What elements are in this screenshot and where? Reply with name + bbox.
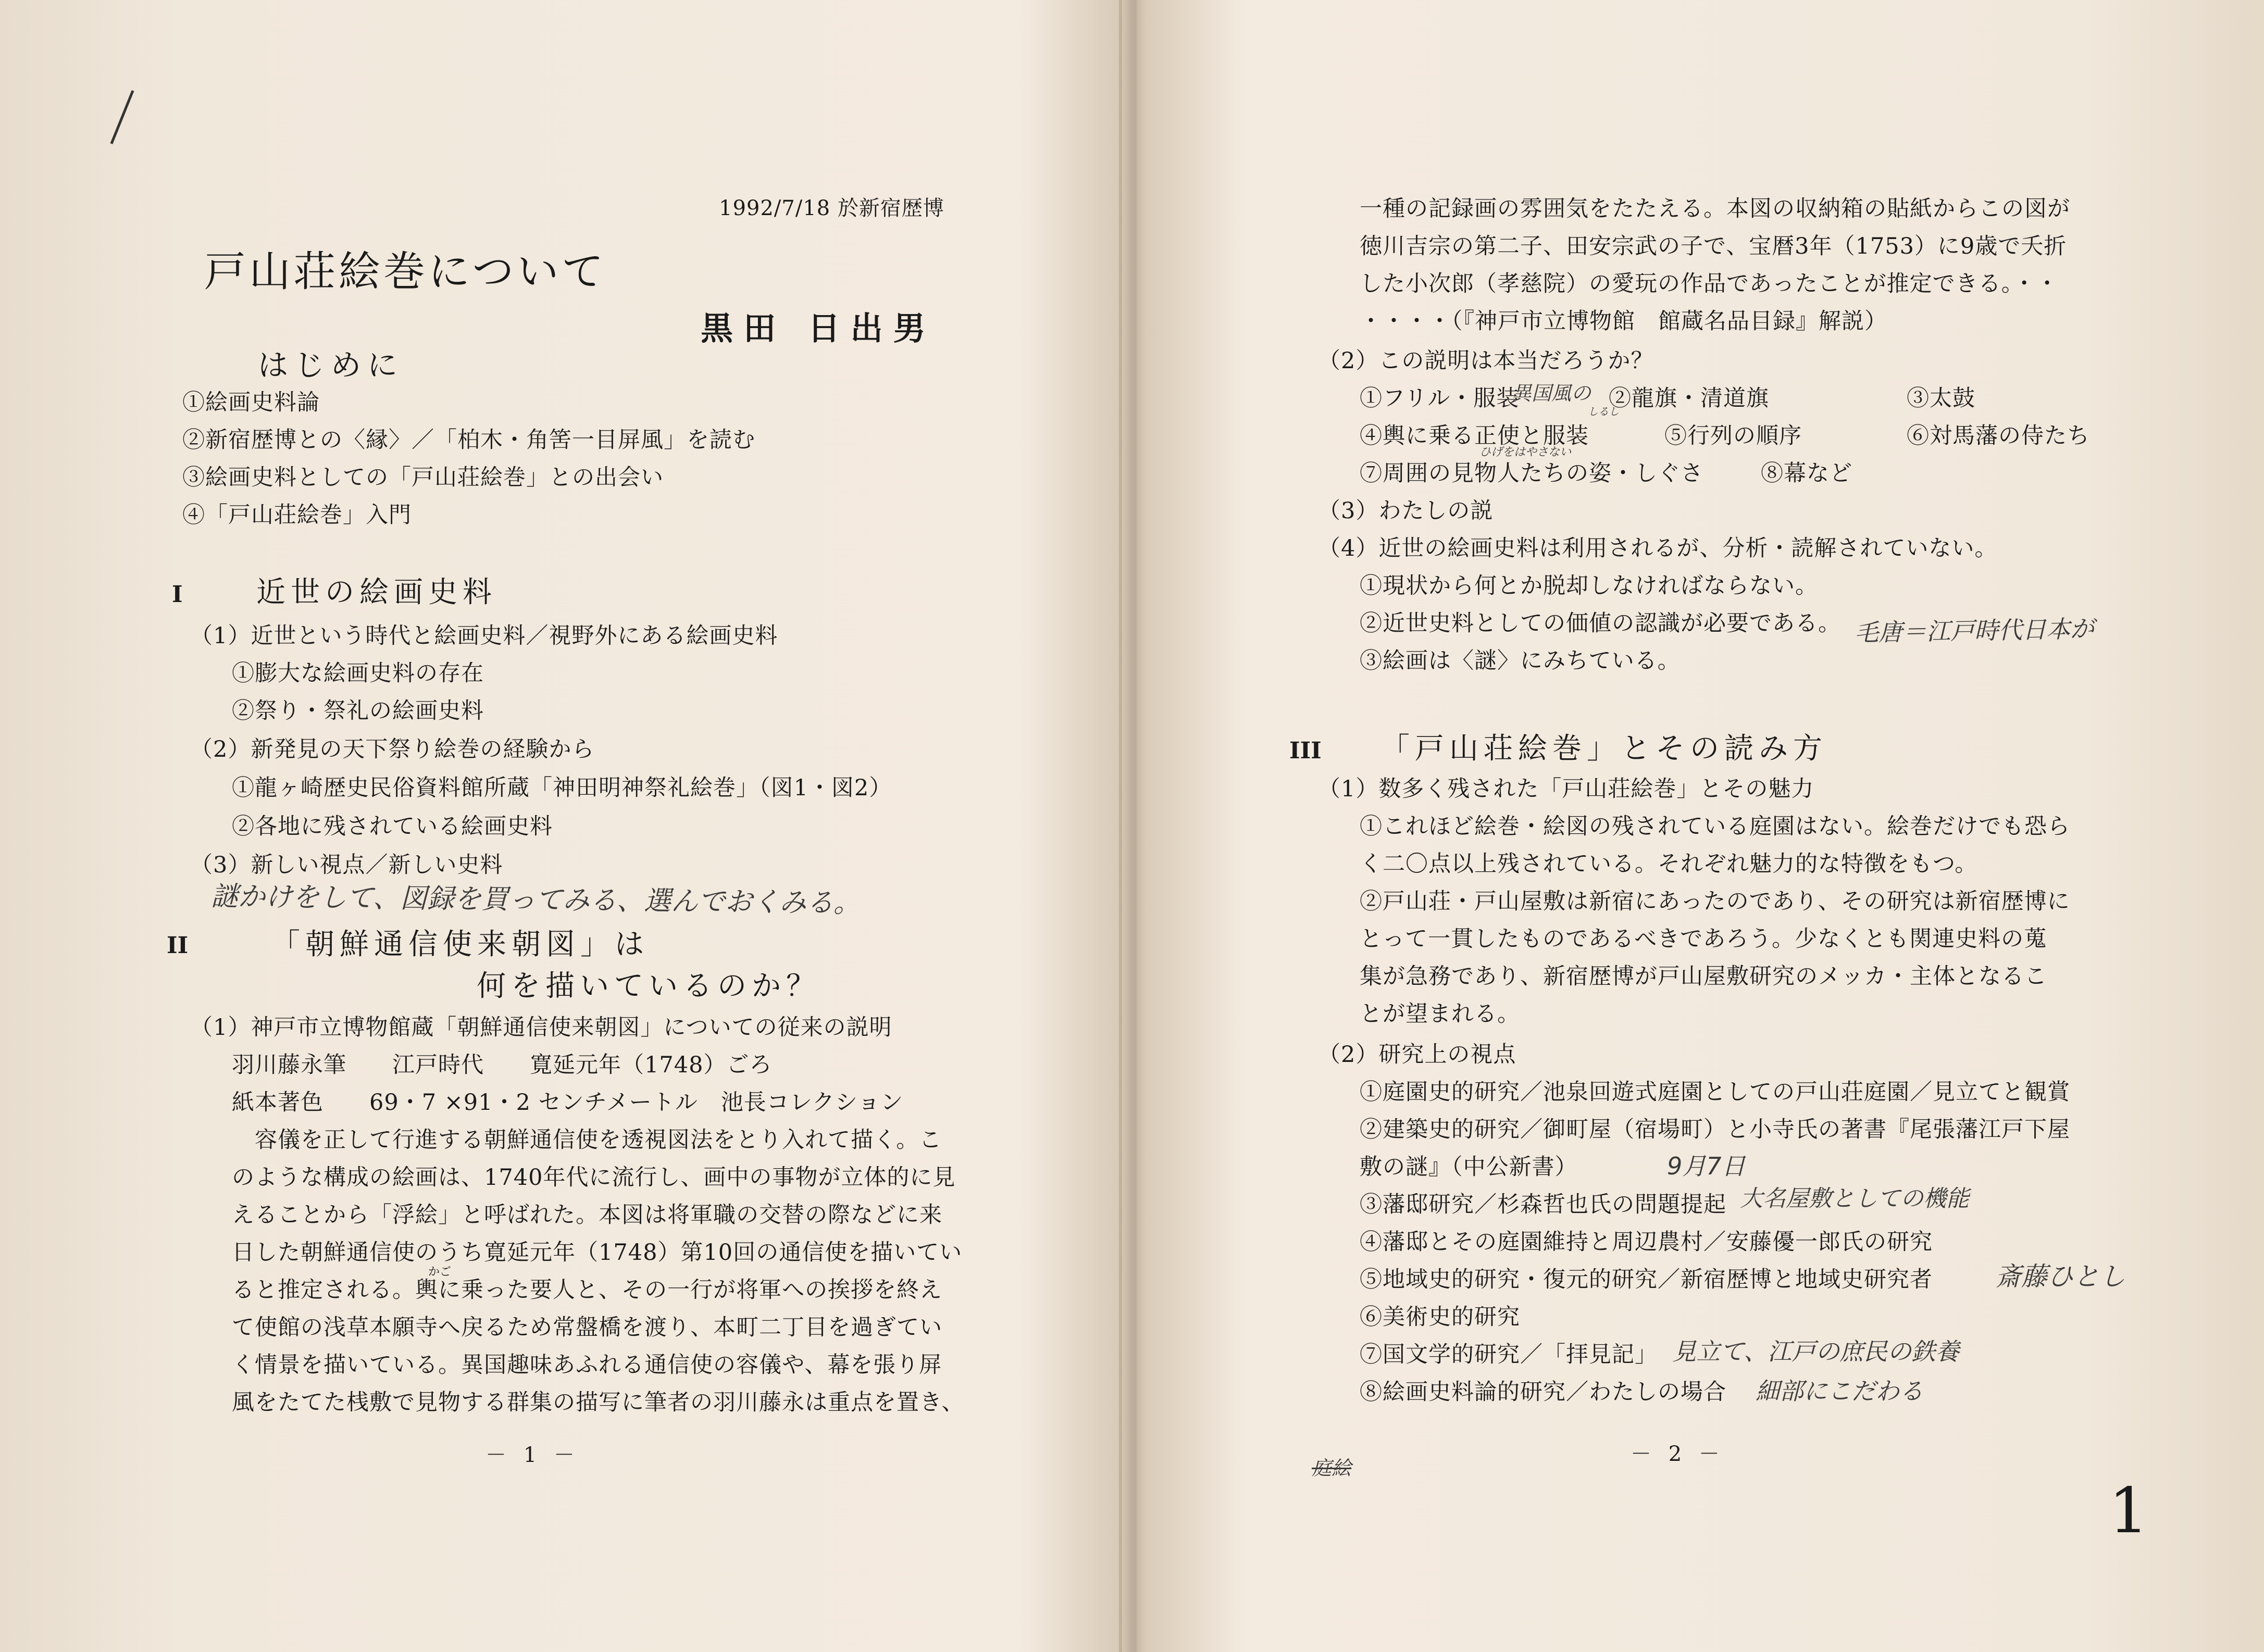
right-page (1141, 0, 2264, 1652)
list-item: ④藩邸とその庭園維持と周辺農村／安藤優一郎氏の研究 (1360, 1229, 1933, 1255)
section-line: ①龍ヶ崎歴史民俗資料館所蔵「神田明神祭礼絵巻」（図1・図2） (232, 775, 892, 801)
list-item: ⑥対馬藩の侍たち (1907, 423, 2090, 449)
list-item: ⑥美術史的研究 (1360, 1304, 1520, 1330)
list-item: ①現状から何とか脱却しなければならない。 (1360, 573, 1818, 599)
list-item: ③太鼓 (1907, 385, 1975, 411)
body-line: ①これほど絵巻・絵図の残されている庭園はない。絵巻だけでも恐ら (1360, 814, 2070, 840)
section-line: ②祭り・祭礼の絵画史料 (232, 698, 484, 724)
intro-item: ③絵画史料としての「戸山荘絵巻」との出会い (182, 465, 664, 491)
page-number: － 2 － (1631, 1442, 1725, 1466)
section-line: （2）新発見の天下祭り絵巻の経験から (190, 736, 595, 762)
question-line: （3）わたしの説 (1318, 498, 1494, 524)
body-line: えることから「浮絵」と呼ばれた。本図は将軍職の交替の際などに来 (232, 1202, 942, 1228)
question-line: （2）この説明は本当だろうか？ (1318, 348, 1654, 374)
ruby-annotation: かご (428, 1266, 452, 1279)
body-line: ②戸山荘・戸山屋敷は新宿にあったのであり、その研究は新宿歴博に (1360, 888, 2070, 915)
body-line: ると推定される。輿に乗った要人と、その一行が将軍への挨拶を終え (232, 1277, 942, 1303)
section-line: （3）新しい視点／新しい史料 (190, 852, 503, 878)
list-item: ①庭園史的研究／池泉回遊式庭園としての戸山荘庭園／見立てと観賞 (1360, 1079, 2070, 1105)
page-number: － 1 － (486, 1443, 580, 1467)
section-line: （2）研究上の視点 (1318, 1042, 1516, 1068)
section-heading: 「朝鮮通信使来朝図」は (271, 928, 649, 961)
list-item: ⑧絵画史料論的研究／わたしの場合 (1360, 1379, 1726, 1405)
section-line: ②各地に残されている絵画史料 (232, 814, 553, 840)
list-item: ②近世史料としての価値の認識が必要である。 (1360, 610, 1841, 636)
section-heading-line2: 何を描いているのか？ (477, 969, 820, 1003)
list-item: ⑤地域史的研究・復元的研究／新宿歴博と地域史研究者 (1360, 1267, 1933, 1293)
section-line: 紙本著色 69・7 ×91・2 センチメートル 池長コレクション (232, 1090, 904, 1116)
section-heading: 近世の絵画史料 (256, 575, 497, 609)
handwritten-note-small: ひげをはやさない (1479, 446, 1572, 459)
section-line: （1）近世という時代と絵画史料／視野外にある絵画史料 (190, 623, 778, 649)
body-line: ・・・・（『神戸市立博物館 館蔵名品目録』解説） (1360, 308, 1887, 334)
intro-item: ②新宿歴博との〈縁〉／「柏木・角筈一目屏風」を読む (182, 427, 755, 453)
body-line: 徳川吉宗の第二子、田安宗武の子で、宝暦3年（1753）に9歳で夭折 (1360, 233, 2067, 259)
list-item: ④輿に乗る正使と服装 (1360, 423, 1589, 449)
list-item: ⑦国文学的研究／「拝見記」 (1360, 1342, 1658, 1368)
body-line: て使館の浅草本願寺へ戻るため常盤橋を渡り、本町二丁目を過ぎてい (232, 1315, 942, 1341)
body-line: した小次郎（孝慈院）の愛玩の作品であったことが推定できる。・・ (1360, 271, 2059, 297)
list-item: ②龍旗・清道旗 (1609, 385, 1769, 411)
list-item: ⑤行列の順序 (1664, 423, 1802, 449)
handwritten-note-small: しるし (1588, 405, 1619, 418)
list-item: ③絵画は〈謎〉にみちている。 (1360, 648, 1681, 674)
handwritten-note: 細部にこだわる (1756, 1377, 1923, 1405)
section-number: I (172, 581, 183, 608)
body-line: とが望まれる。 (1360, 1001, 1520, 1027)
body-line: 集が急務であり、新宿歴博が戸山屋敷研究のメッカ・主体となるこ (1360, 963, 2047, 990)
left-page (0, 0, 1125, 1652)
body-line: く二〇点以上残されている。それぞれ魅力的な特徴をもつ。 (1360, 851, 1978, 877)
list-item: 敷の謎』（中公新書） (1360, 1154, 1578, 1180)
section-line: （1）数多く残された「戸山荘絵巻」とその魅力 (1318, 776, 1814, 802)
list-item: ⑦周囲の見物人たちの姿・しぐさ (1360, 460, 1703, 486)
author-name: 黒田 日出男 (701, 309, 936, 347)
body-line: く情景を描いている。異国趣味あふれる通信使の容儀や、幕を張り屏 (232, 1352, 942, 1378)
handwritten-note: 謎かけをして、図録を買ってみる、選んでおくみる。 (210, 881, 861, 919)
section-heading: 「戸山荘絵巻」とその読み方 (1380, 732, 1827, 766)
list-item: ①フリル・服装 (1360, 385, 1520, 411)
page-title: 戸山荘絵巻について (204, 247, 607, 296)
list-item: ③藩邸研究／杉森哲也氏の問題提起 (1360, 1192, 1726, 1218)
section-line: ①膨大な絵画史料の存在 (232, 660, 484, 686)
body-line: 日した朝鮮通信使のうち寛延元年（1748）第10回の通信使を描いてい (232, 1240, 963, 1266)
body-line: 一種の記録画の雰囲気をたたえる。本図の収納箱の貼紙からこの図が (1360, 196, 2070, 222)
intro-heading: はじめに (258, 347, 404, 383)
handwritten-note: 大名屋敷としての機能 (1740, 1185, 1969, 1212)
list-item: ⑧幕など (1761, 460, 1852, 486)
question-line: （4）近世の絵画史料は利用されるが、分析・読解されていない。 (1318, 535, 1998, 561)
list-item: ②建築史的研究／御町屋（宿場町）と小寺氏の著書『尾張藩江戸下屋 (1360, 1117, 2070, 1143)
stamp-scribble: 庭絵 (1312, 1457, 1352, 1480)
handwritten-date: 9月7日 (1667, 1152, 1746, 1180)
page-count-number: 1 (2109, 1475, 2149, 1547)
date-line: 1992/7/18 於新宿歴博 (719, 196, 944, 220)
section-number: II (167, 932, 189, 959)
intro-item: ④「戸山荘絵巻」入門 (182, 502, 412, 528)
intro-item: ①絵画史料論 (182, 390, 320, 416)
section-line: 羽川藤永筆 江戸時代 寛延元年（1748）ごろ (232, 1052, 773, 1078)
body-line: 風をたてた桟敷で見物する群集の描写に筆者の羽川藤永は重点を置き、 (232, 1390, 965, 1416)
section-line: （1）神戸市立博物館蔵「朝鮮通信使来朝図」についての従来の説明 (190, 1015, 892, 1041)
section-number: III (1289, 737, 1322, 764)
handwritten-note: 異国風の (1512, 382, 1591, 405)
body-line: のような構成の絵画は、1740年代に流行し、画中の事物が立体的に見 (232, 1165, 956, 1191)
handwritten-note: 毛唐＝江戸時代日本が (1854, 614, 2095, 647)
spine-shadow-right (1134, 0, 1137, 1652)
body-line: 容儀を正して行進する朝鮮通信使を透視図法をとり入れて描く。こ (232, 1127, 942, 1153)
handwritten-note: 見立て、江戸の庶民の鉄養 (1672, 1337, 1960, 1366)
body-line: とって一貫したものであるべきであろう。少なくとも関連史料の蒐 (1360, 926, 2047, 952)
handwritten-note: 斎藤ひとし (1995, 1261, 2125, 1292)
staple-mark (110, 90, 134, 144)
